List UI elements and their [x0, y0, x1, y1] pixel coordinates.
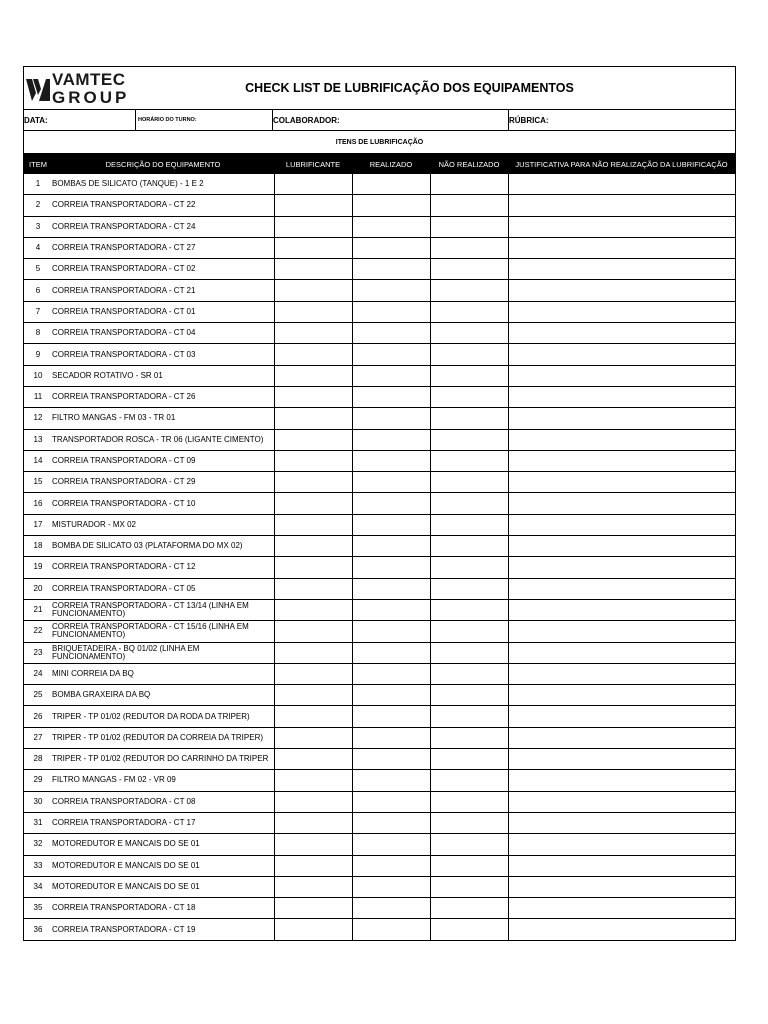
- not-done-cell[interactable]: [430, 599, 508, 620]
- equipment-description: CORREIA TRANSPORTADORA - CT 22: [52, 195, 274, 216]
- justification-cell[interactable]: [508, 259, 735, 280]
- justification-cell[interactable]: [508, 578, 735, 599]
- lubricant-cell[interactable]: [274, 301, 352, 322]
- justification-cell[interactable]: [508, 536, 735, 557]
- equipment-description: CORREIA TRANSPORTADORA - CT 02: [52, 259, 274, 280]
- not-done-cell[interactable]: [430, 216, 508, 237]
- done-cell[interactable]: [352, 642, 430, 663]
- equipment-description: CORREIA TRANSPORTADORA - CT 17: [52, 812, 274, 833]
- lubricant-cell[interactable]: [274, 749, 352, 770]
- table-row: [24, 280, 735, 301]
- not-done-cell[interactable]: [430, 301, 508, 322]
- justification-cell[interactable]: [508, 621, 735, 642]
- justification-cell[interactable]: [508, 386, 735, 407]
- not-done-cell[interactable]: [430, 195, 508, 216]
- justification-cell[interactable]: [508, 429, 735, 450]
- not-done-cell[interactable]: [430, 727, 508, 748]
- lubricant-cell[interactable]: [274, 706, 352, 727]
- done-cell[interactable]: [352, 386, 430, 407]
- table-row: [24, 557, 735, 578]
- table-row: [24, 685, 735, 706]
- table-row: [24, 919, 735, 940]
- signature-field[interactable]: RÚBRICA:: [509, 115, 549, 125]
- table-row: [24, 344, 735, 365]
- equipment-description: MOTOREDUTOR E MANCAIS DO SE 01: [52, 876, 274, 897]
- not-done-cell[interactable]: [430, 855, 508, 876]
- justification-cell[interactable]: [508, 749, 735, 770]
- item-number: 14: [24, 450, 52, 471]
- lubricant-cell[interactable]: [274, 557, 352, 578]
- item-number: 2: [24, 195, 52, 216]
- done-cell[interactable]: [352, 301, 430, 322]
- done-cell[interactable]: [352, 876, 430, 897]
- lubricant-cell[interactable]: [274, 344, 352, 365]
- item-number: 7: [24, 301, 52, 322]
- done-cell[interactable]: [352, 812, 430, 833]
- lubricant-cell[interactable]: [274, 237, 352, 258]
- lubricant-cell[interactable]: [274, 685, 352, 706]
- table-row: [24, 812, 735, 833]
- justification-cell[interactable]: [508, 216, 735, 237]
- table-row: [24, 301, 735, 322]
- table-row: [24, 195, 735, 216]
- item-number: 17: [24, 514, 52, 535]
- lubricant-cell[interactable]: [274, 727, 352, 748]
- table-row: [24, 770, 735, 791]
- justification-cell[interactable]: [508, 408, 735, 429]
- brand-line2: GROUP: [52, 87, 130, 107]
- lubricant-cell[interactable]: [274, 599, 352, 620]
- table-row: [24, 599, 735, 620]
- done-cell[interactable]: [352, 536, 430, 557]
- not-done-cell[interactable]: [430, 450, 508, 471]
- lubricant-cell[interactable]: [274, 855, 352, 876]
- table-row: [24, 834, 735, 855]
- vamtec-logo-mark-icon: [26, 75, 50, 101]
- not-done-cell[interactable]: [430, 834, 508, 855]
- not-done-cell[interactable]: [430, 386, 508, 407]
- lubricant-cell[interactable]: [274, 408, 352, 429]
- equipment-description: CORREIA TRANSPORTADORA - CT 19: [52, 919, 274, 940]
- done-cell[interactable]: [352, 493, 430, 514]
- done-cell[interactable]: [352, 621, 430, 642]
- item-number: 15: [24, 472, 52, 493]
- item-number: 8: [24, 323, 52, 344]
- table-row: [24, 450, 735, 471]
- table-row: [24, 706, 735, 727]
- done-cell[interactable]: [352, 195, 430, 216]
- lubricant-cell[interactable]: [274, 834, 352, 855]
- justification-cell[interactable]: [508, 450, 735, 471]
- item-number: 25: [24, 685, 52, 706]
- item-number: 29: [24, 770, 52, 791]
- equipment-description: MINI CORREIA DA BQ: [52, 663, 274, 684]
- item-number: 18: [24, 536, 52, 557]
- item-number: 16: [24, 493, 52, 514]
- not-done-cell[interactable]: [430, 898, 508, 919]
- vamtec-logo: [24, 67, 144, 109]
- equipment-description: BOMBA DE SILICATO 03 (PLATAFORMA DO MX 02): [52, 536, 274, 557]
- table-row: [24, 876, 735, 897]
- justification-cell[interactable]: [508, 812, 735, 833]
- equipment-description: CORREIA TRANSPORTADORA - CT 03: [52, 344, 274, 365]
- item-number: 13: [24, 429, 52, 450]
- table-row: [24, 855, 735, 876]
- table-row: [24, 386, 735, 407]
- equipment-description: BOMBAS DE SILICATO (TANQUE) - 1 E 2: [52, 174, 274, 195]
- col-lubricant-header: LUBRIFICANTE: [274, 154, 352, 174]
- justification-cell[interactable]: [508, 876, 735, 897]
- table-row: [24, 259, 735, 280]
- item-number: 26: [24, 706, 52, 727]
- not-done-cell[interactable]: [430, 536, 508, 557]
- item-number: 1: [24, 174, 52, 195]
- equipment-description: CORREIA TRANSPORTADORA - CT 12: [52, 557, 274, 578]
- table-row: [24, 323, 735, 344]
- item-number: 22: [24, 621, 52, 642]
- item-number: 4: [24, 237, 52, 258]
- equipment-description: TRIPER - TP 01/02 (REDUTOR DO CARRINHO DA TRIPER: [52, 749, 274, 770]
- item-number: 30: [24, 791, 52, 812]
- done-cell[interactable]: [352, 365, 430, 386]
- justification-cell[interactable]: [508, 195, 735, 216]
- table-row: [24, 216, 735, 237]
- justification-cell[interactable]: [508, 642, 735, 663]
- table-row: [24, 727, 735, 748]
- justification-cell[interactable]: [508, 663, 735, 684]
- justification-cell[interactable]: [508, 727, 735, 748]
- equipment-description: SECADOR ROTATIVO - SR 01: [52, 365, 274, 386]
- justification-cell[interactable]: [508, 557, 735, 578]
- item-number: 3: [24, 216, 52, 237]
- not-done-cell[interactable]: [430, 408, 508, 429]
- done-cell[interactable]: [352, 280, 430, 301]
- not-done-cell[interactable]: [430, 919, 508, 940]
- done-cell[interactable]: [352, 216, 430, 237]
- justification-cell[interactable]: [508, 472, 735, 493]
- item-number: 21: [24, 599, 52, 620]
- item-number: 10: [24, 365, 52, 386]
- not-done-cell[interactable]: [430, 259, 508, 280]
- table-row: [24, 174, 735, 195]
- done-cell[interactable]: [352, 323, 430, 344]
- table-row: [24, 536, 735, 557]
- justification-cell[interactable]: [508, 237, 735, 258]
- not-done-cell[interactable]: [430, 663, 508, 684]
- item-number: 11: [24, 386, 52, 407]
- done-cell[interactable]: [352, 919, 430, 940]
- justification-cell[interactable]: [508, 791, 735, 812]
- item-number: 20: [24, 578, 52, 599]
- justification-cell[interactable]: [508, 280, 735, 301]
- done-cell[interactable]: [352, 174, 430, 195]
- lubricant-cell[interactable]: [274, 323, 352, 344]
- equipment-description: MISTURADOR - MX 02: [52, 514, 274, 535]
- done-cell[interactable]: [352, 663, 430, 684]
- not-done-cell[interactable]: [430, 514, 508, 535]
- lubricant-cell[interactable]: [274, 791, 352, 812]
- equipment-description: TRIPER - TP 01/02 (REDUTOR DA CORREIA DA TRIPER): [52, 727, 274, 748]
- done-cell[interactable]: [352, 344, 430, 365]
- lubricant-cell[interactable]: [274, 621, 352, 642]
- done-cell[interactable]: [352, 727, 430, 748]
- justification-cell[interactable]: [508, 919, 735, 940]
- lubricant-cell[interactable]: [274, 770, 352, 791]
- table-row: [24, 493, 735, 514]
- table-row: [24, 642, 735, 663]
- table-row: [24, 791, 735, 812]
- col-item-header: ITEM: [24, 154, 52, 174]
- item-number: 24: [24, 663, 52, 684]
- justification-cell[interactable]: [508, 365, 735, 386]
- table-row: [24, 578, 735, 599]
- table-row: [24, 663, 735, 684]
- not-done-cell[interactable]: [430, 749, 508, 770]
- done-cell[interactable]: [352, 834, 430, 855]
- col-description-header: DESCRIÇÃO DO EQUIPAMENTO: [52, 154, 274, 174]
- justification-cell[interactable]: [508, 855, 735, 876]
- lubricant-cell[interactable]: [274, 663, 352, 684]
- done-cell[interactable]: [352, 791, 430, 812]
- not-done-cell[interactable]: [430, 812, 508, 833]
- lubricant-cell[interactable]: [274, 472, 352, 493]
- item-number: 33: [24, 855, 52, 876]
- header: [24, 67, 735, 110]
- lubrication-table: [24, 154, 735, 940]
- justification-cell[interactable]: [508, 514, 735, 535]
- not-done-cell[interactable]: [430, 429, 508, 450]
- lubricant-cell[interactable]: [274, 216, 352, 237]
- collaborator-field[interactable]: COLABORADOR:: [273, 110, 509, 130]
- date-field[interactable]: DATA:: [24, 110, 136, 130]
- not-done-cell[interactable]: [430, 344, 508, 365]
- not-done-cell[interactable]: [430, 493, 508, 514]
- equipment-description: CORREIA TRANSPORTADORA - CT 18: [52, 898, 274, 919]
- not-done-cell[interactable]: [430, 621, 508, 642]
- lubricant-cell[interactable]: [274, 259, 352, 280]
- not-done-cell[interactable]: [430, 174, 508, 195]
- lubricant-cell[interactable]: [274, 812, 352, 833]
- done-cell[interactable]: [352, 557, 430, 578]
- not-done-cell[interactable]: [430, 237, 508, 258]
- equipment-description: FILTRO MANGAS - FM 03 - TR 01: [52, 408, 274, 429]
- lubricant-cell[interactable]: [274, 578, 352, 599]
- equipment-description: CORREIA TRANSPORTADORA - CT 04: [52, 323, 274, 344]
- table-row: [24, 365, 735, 386]
- equipment-description: CORREIA TRANSPORTADORA - CT 26: [52, 386, 274, 407]
- equipment-description: CORREIA TRANSPORTADORA - CT 15/16 (LINHA EM FUNCIONAMENTO): [52, 621, 274, 642]
- justification-cell[interactable]: [508, 599, 735, 620]
- lubricant-cell[interactable]: [274, 280, 352, 301]
- done-cell[interactable]: [352, 706, 430, 727]
- item-number: 27: [24, 727, 52, 748]
- item-number: 35: [24, 898, 52, 919]
- item-number: 23: [24, 642, 52, 663]
- not-done-cell[interactable]: [430, 365, 508, 386]
- equipment-description: FILTRO MANGAS - FM 02 - VR 09: [52, 770, 274, 791]
- lubricant-cell[interactable]: [274, 919, 352, 940]
- item-number: 5: [24, 259, 52, 280]
- equipment-description: CORREIA TRANSPORTADORA - CT 13/14 (LINHA EM FUNCIONAMENTO): [52, 599, 274, 620]
- lubricant-cell[interactable]: [274, 514, 352, 535]
- done-cell[interactable]: [352, 749, 430, 770]
- justification-cell[interactable]: [508, 834, 735, 855]
- justification-cell[interactable]: [508, 898, 735, 919]
- justification-cell[interactable]: [508, 706, 735, 727]
- not-done-cell[interactable]: [430, 876, 508, 897]
- brand-line1: VAMTEC: [52, 69, 126, 89]
- shift-time-field[interactable]: HORÁRIO DO TURNO:: [136, 110, 273, 130]
- justification-cell[interactable]: [508, 770, 735, 791]
- lubricant-cell[interactable]: [274, 365, 352, 386]
- table-row: [24, 749, 735, 770]
- justification-cell[interactable]: [508, 174, 735, 195]
- equipment-description: CORREIA TRANSPORTADORA - CT 08: [52, 791, 274, 812]
- justification-cell[interactable]: [508, 493, 735, 514]
- col-not-done-header: NÃO REALIZADO: [430, 154, 508, 174]
- justification-cell[interactable]: [508, 685, 735, 706]
- item-number: 36: [33, 924, 43, 934]
- lubricant-cell[interactable]: [274, 536, 352, 557]
- item-number: 32: [24, 834, 52, 855]
- done-cell[interactable]: [352, 855, 430, 876]
- item-number: 6: [24, 280, 52, 301]
- lubricant-cell[interactable]: [274, 642, 352, 663]
- done-cell[interactable]: [352, 408, 430, 429]
- equipment-description: CORREIA TRANSPORTADORA - CT 09: [52, 450, 274, 471]
- table-row: [24, 621, 735, 642]
- not-done-cell[interactable]: [430, 685, 508, 706]
- done-cell[interactable]: [352, 578, 430, 599]
- equipment-description: CORREIA TRANSPORTADORA - CT 21: [52, 280, 274, 301]
- done-cell[interactable]: [352, 599, 430, 620]
- table-row: [24, 429, 735, 450]
- equipment-description: CORREIA TRANSPORTADORA - CT 29: [52, 472, 274, 493]
- done-cell[interactable]: [352, 450, 430, 471]
- done-cell[interactable]: [352, 770, 430, 791]
- lubricant-cell[interactable]: [274, 450, 352, 471]
- lubricant-cell[interactable]: [274, 429, 352, 450]
- checklist-sheet: [23, 66, 736, 941]
- equipment-description: CORREIA TRANSPORTADORA - CT 05: [52, 578, 274, 599]
- lubricant-cell[interactable]: [274, 898, 352, 919]
- not-done-cell[interactable]: [430, 642, 508, 663]
- equipment-description: MOTOREDUTOR E MANCAIS DO SE 01: [52, 855, 274, 876]
- done-cell[interactable]: [352, 259, 430, 280]
- done-cell[interactable]: [352, 685, 430, 706]
- col-justification-header: JUSTIFICATIVA PARA NÃO REALIZAÇÃO DA LUBRIFICAÇÃO: [508, 154, 735, 174]
- not-done-cell[interactable]: [430, 791, 508, 812]
- table-row: [24, 472, 735, 493]
- done-cell[interactable]: [352, 429, 430, 450]
- item-number: 34: [24, 876, 52, 897]
- lubricant-cell[interactable]: [274, 493, 352, 514]
- lubricant-cell[interactable]: [274, 876, 352, 897]
- col-done-header: REALIZADO: [352, 154, 430, 174]
- equipment-description: MOTOREDUTOR E MANCAIS DO SE 01: [52, 834, 274, 855]
- equipment-description: CORREIA TRANSPORTADORA - CT 27: [52, 237, 274, 258]
- lubricant-cell[interactable]: [274, 386, 352, 407]
- equipment-description: CORREIA TRANSPORTADORA - CT 10: [52, 493, 274, 514]
- table-header-row: [24, 154, 735, 174]
- info-row: [24, 110, 735, 131]
- lubricant-cell[interactable]: [274, 195, 352, 216]
- item-number: 31: [24, 812, 52, 833]
- justification-cell[interactable]: [508, 344, 735, 365]
- equipment-description: CORREIA TRANSPORTADORA - CT 01: [52, 301, 274, 322]
- table-row: [24, 408, 735, 429]
- page-title: CHECK LIST DE LUBRIFICAÇÃO DOS EQUIPAMENTOS: [245, 81, 574, 95]
- not-done-cell[interactable]: [430, 472, 508, 493]
- lubricant-cell[interactable]: [274, 174, 352, 195]
- equipment-description: BRIQUETADEIRA - BQ 01/02 (LINHA EM FUNCIONAMENTO): [52, 642, 274, 663]
- table-row: [24, 237, 735, 258]
- done-cell[interactable]: [352, 514, 430, 535]
- item-number: 9: [24, 344, 52, 365]
- section-title: ITENS DE LUBRIFICAÇÃO: [24, 131, 735, 154]
- not-done-cell[interactable]: [430, 578, 508, 599]
- done-cell[interactable]: [352, 237, 430, 258]
- done-cell[interactable]: [352, 898, 430, 919]
- item-number: 12: [24, 408, 52, 429]
- not-done-cell[interactable]: [430, 323, 508, 344]
- item-number: 28: [24, 749, 52, 770]
- done-cell[interactable]: [352, 472, 430, 493]
- item-number: 19: [24, 557, 52, 578]
- justification-cell[interactable]: [508, 323, 735, 344]
- not-done-cell[interactable]: [430, 280, 508, 301]
- table-row: [24, 514, 735, 535]
- not-done-cell[interactable]: [430, 770, 508, 791]
- not-done-cell[interactable]: [430, 557, 508, 578]
- equipment-description: TRIPER - TP 01/02 (REDUTOR DA RODA DA TRIPER): [52, 706, 274, 727]
- equipment-description: BOMBA GRAXEIRA DA BQ: [52, 685, 274, 706]
- table-row: [24, 898, 735, 919]
- equipment-description: TRANSPORTADOR ROSCA - TR 06 (LIGANTE CIMENTO): [52, 429, 274, 450]
- equipment-description: CORREIA TRANSPORTADORA - CT 24: [52, 216, 274, 237]
- justification-cell[interactable]: [508, 301, 735, 322]
- not-done-cell[interactable]: [430, 706, 508, 727]
